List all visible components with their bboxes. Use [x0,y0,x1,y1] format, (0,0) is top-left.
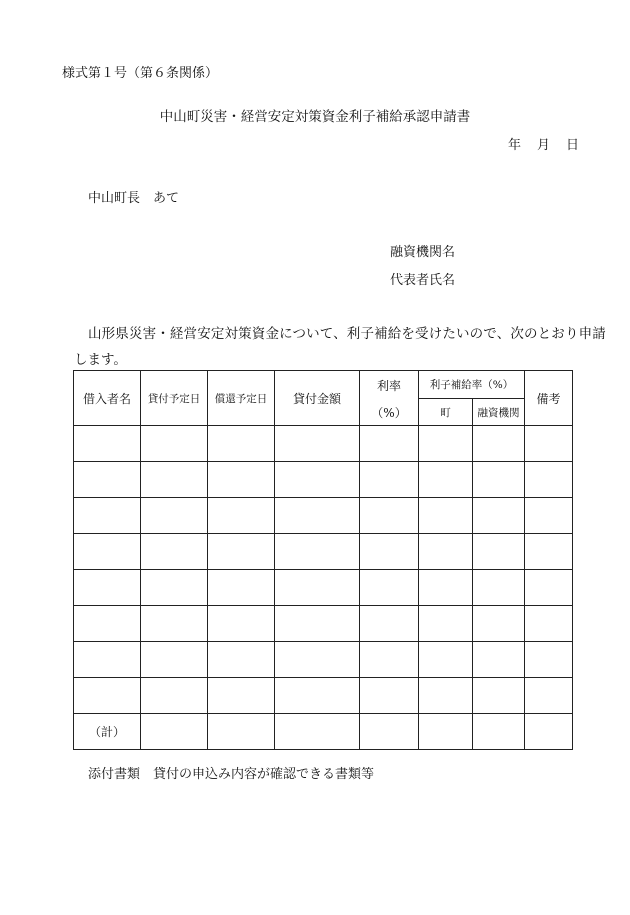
header-rate-label: 利率 [376,379,401,393]
repay-date-cell[interactable] [208,606,275,642]
remarks-cell[interactable] [525,498,573,534]
borrower-cell[interactable] [74,426,141,462]
repay-date-cell[interactable] [208,570,275,606]
form-number: 様式第１号（第６条関係） [62,66,219,81]
header-loan-date: 貸付予定日 [141,371,208,426]
repay-date-cell[interactable] [208,462,275,498]
table-row [74,498,573,534]
town-rate-cell[interactable] [419,498,473,534]
table-row [74,534,573,570]
remarks-cell[interactable] [525,426,573,462]
repay-date-cell[interactable] [208,678,275,714]
borrower-cell[interactable] [74,606,141,642]
header-remarks: 備考 [525,371,573,426]
borrower-cell[interactable] [74,678,141,714]
header-repay-date: 償還予定日 [208,371,275,426]
rate-cell[interactable] [360,462,419,498]
borrower-cell[interactable] [74,642,141,678]
header-loan-amount: 貸付金額 [275,371,360,426]
header-subsidy-rate: 利子補給率（%） [419,371,525,399]
rate-cell[interactable] [360,534,419,570]
body-text-line-1: 山形県災害・経営安定対策資金について、利子補給を受けたいので、次のとおり申請 [88,326,606,342]
loan-amount-cell[interactable] [275,678,360,714]
header-borrower: 借入者名 [74,371,141,426]
total-rate-cell[interactable] [360,714,419,750]
institution-rate-cell[interactable] [473,534,525,570]
total-label: （計） [74,714,141,750]
rate-cell[interactable] [360,678,419,714]
table-row [74,642,573,678]
body-text-line-2: します。 [74,352,127,368]
institution-rate-cell[interactable] [473,606,525,642]
town-rate-cell[interactable] [419,570,473,606]
header-rate-unit: （%） [371,406,407,420]
total-repay-date-cell[interactable] [208,714,275,750]
date-day-label: 日 [566,138,580,153]
remarks-cell[interactable] [525,570,573,606]
remarks-cell[interactable] [525,534,573,570]
town-rate-cell[interactable] [419,534,473,570]
institution-rate-cell[interactable] [473,678,525,714]
town-rate-cell[interactable] [419,606,473,642]
rate-cell[interactable] [360,426,419,462]
representative-name-label: 代表者氏名 [390,273,456,288]
rate-cell[interactable] [360,498,419,534]
table-row [74,462,573,498]
borrower-cell[interactable] [74,534,141,570]
header-institution: 融資機関 [473,399,525,426]
rate-cell[interactable] [360,642,419,678]
loan-amount-cell[interactable] [275,534,360,570]
table-row [74,606,573,642]
institution-name-label: 融資機関名 [390,245,456,260]
header-rate [360,371,419,426]
loan-date-cell[interactable] [141,606,208,642]
remarks-cell[interactable] [525,678,573,714]
remarks-cell[interactable] [525,462,573,498]
institution-rate-cell[interactable] [473,462,525,498]
total-row [74,714,573,750]
loan-amount-cell[interactable] [275,606,360,642]
rate-cell[interactable] [360,606,419,642]
date-month-label: 月 [537,138,551,153]
table-row [74,570,573,606]
repay-date-cell[interactable] [208,642,275,678]
loan-amount-cell[interactable] [275,642,360,678]
institution-rate-cell[interactable] [473,642,525,678]
loan-amount-cell[interactable] [275,462,360,498]
loan-date-cell[interactable] [141,498,208,534]
table-row [74,678,573,714]
total-town-rate-cell[interactable] [419,714,473,750]
loan-date-cell[interactable] [141,678,208,714]
total-loan-date-cell[interactable] [141,714,208,750]
institution-rate-cell[interactable] [473,426,525,462]
town-rate-cell[interactable] [419,642,473,678]
date-year-label: 年 [508,138,522,153]
institution-rate-cell[interactable] [473,570,525,606]
remarks-cell[interactable] [525,606,573,642]
remarks-cell[interactable] [525,642,573,678]
attachment-note: 添付書類 貸付の申込み内容が確認できる書類等 [88,767,375,782]
borrower-cell[interactable] [74,462,141,498]
addressee: 中山町長 あて [88,191,180,206]
repay-date-cell[interactable] [208,426,275,462]
rate-cell[interactable] [360,570,419,606]
town-rate-cell[interactable] [419,678,473,714]
table-row [74,426,573,462]
total-loan-amount-cell[interactable] [275,714,360,750]
institution-rate-cell[interactable] [473,498,525,534]
repay-date-cell[interactable] [208,534,275,570]
loan-amount-cell[interactable] [275,498,360,534]
loan-date-cell[interactable] [141,642,208,678]
borrower-cell[interactable] [74,570,141,606]
header-town: 町 [419,399,473,426]
document-title: 中山町災害・経営安定対策資金利子補給承認申請書 [159,109,471,125]
loan-amount-cell[interactable] [275,426,360,462]
town-rate-cell[interactable] [419,426,473,462]
loan-date-cell[interactable] [141,426,208,462]
loan-date-cell[interactable] [141,462,208,498]
application-table [73,370,573,750]
loan-date-cell[interactable] [141,534,208,570]
town-rate-cell[interactable] [419,462,473,498]
borrower-cell[interactable] [74,498,141,534]
total-remarks-cell[interactable] [525,714,573,750]
loan-amount-cell[interactable] [275,570,360,606]
repay-date-cell[interactable] [208,498,275,534]
loan-date-cell[interactable] [141,570,208,606]
total-institution-rate-cell[interactable] [473,714,525,750]
